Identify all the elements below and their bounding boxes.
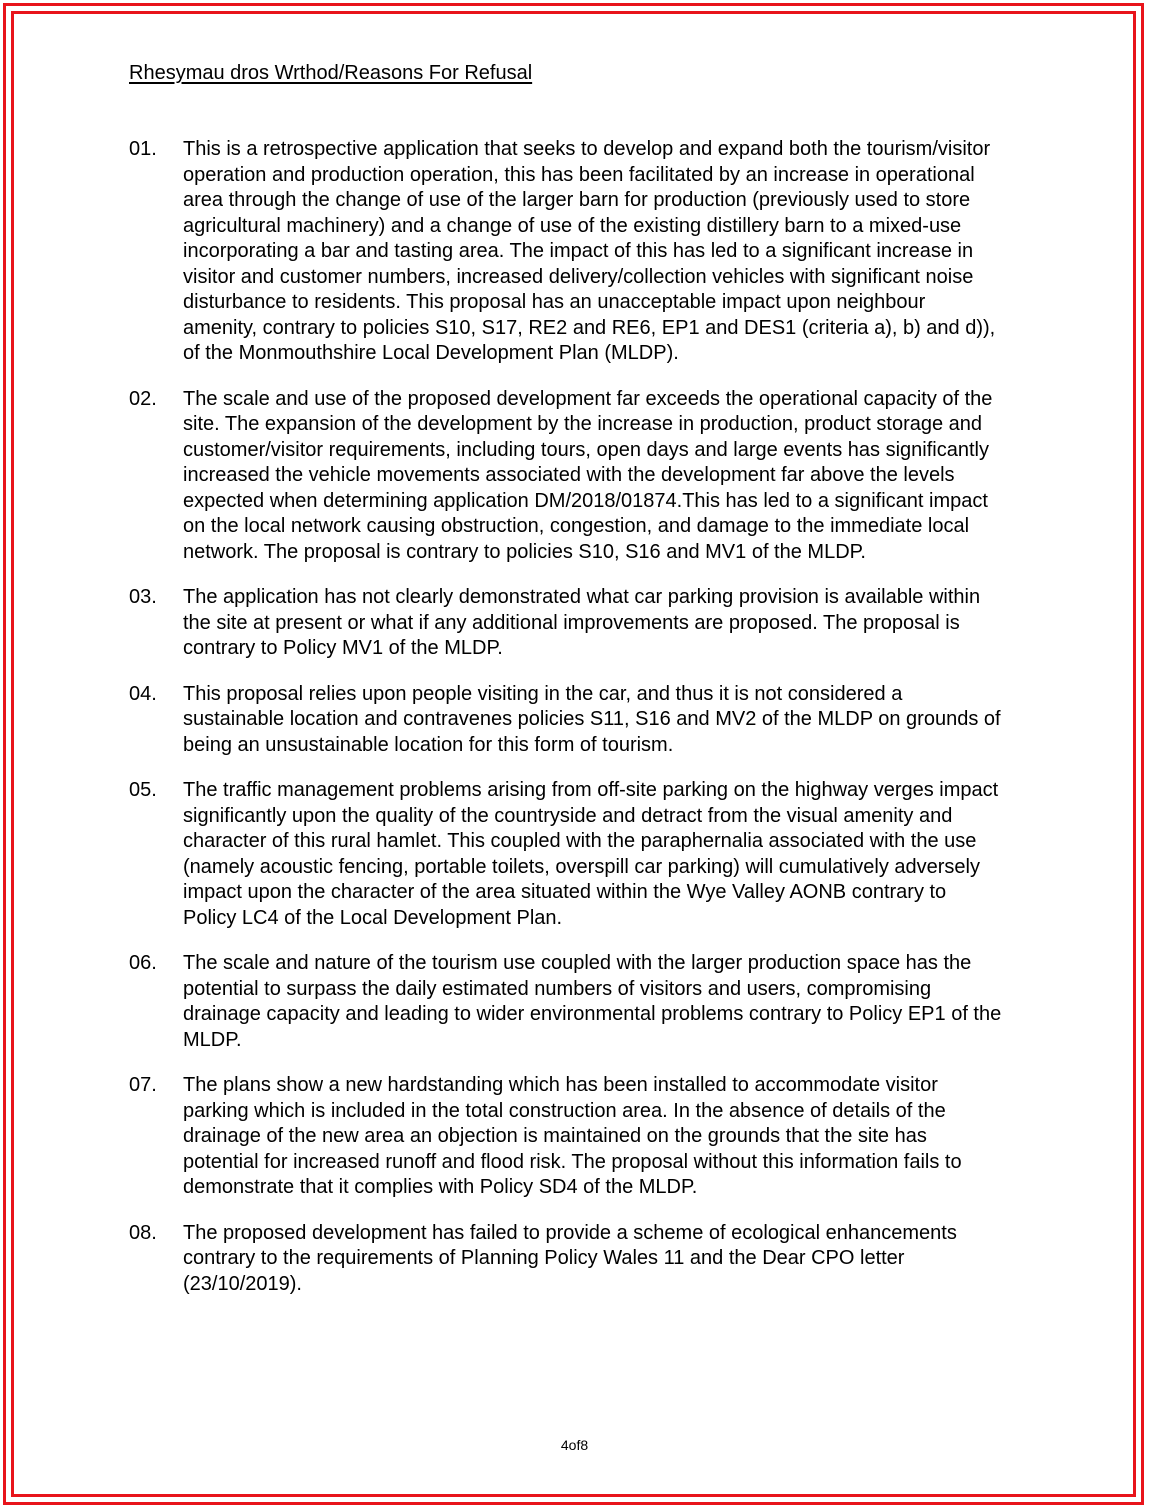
page-heading: Rhesymau dros Wrthod/Reasons For Refusal [129, 62, 533, 84]
reason-text: This is a retrospective application that seeks to develop and expand both the tourism/visitor operation and production operation, this has been facilitated by an increase in operational area through the change of use of the larger barn for production (previously used to store agricultural machinery) and a change of use of the existing distillery barn to a mixed-use incorporating a bar and tasting area. The impact of this has led to a significant increase in visitor and customer numbers, increased delivery/collection vehicles with significant noise disturbance to residents. This proposal has an unacceptable impact upon neighbour amenity, contrary to policies S10, S17, RE2 and RE6, EP1 and DES1 (criteria a), b) and d)), of the Monmouthshire Local Development Plan (MLDP). [183, 138, 996, 364]
reason-item [0, 1221, 1149, 1298]
reason-number: 05. [129, 779, 157, 801]
reason-text: The traffic management problems arising from off-site parking on the highway verges impact significantly upon the quality of the countryside and detract from the visual amenity and character of this rural hamlet. This coupled with the paraphernalia associated with the use (namely acoustic fencing, portable toilets, overspill car parking) will cumulatively adversely impact upon the character of the area situated within the Wye Valley AONB contrary to Policy LC4 of the Local Development Plan. [183, 779, 999, 929]
reason-item [0, 682, 1149, 759]
reason-text: The plans show a new hardstanding which has been installed to accommodate visitor parking which is included in the total construction area. In the absence of details of the drainage of the new area an objection is maintained on the grounds that the site has potential for increased runoff and flood risk. The proposal without this information fails to demonstrate that it complies with Policy SD4 of the MLDP. [183, 1074, 962, 1198]
reason-number: 07. [129, 1074, 157, 1096]
reason-item [0, 951, 1149, 1053]
reason-item [0, 137, 1149, 367]
reason-item [0, 387, 1149, 566]
reason-text: This proposal relies upon people visiting in the car, and thus it is not considered a sustainable location and contravenes policies S11, S16 and MV2 of the MLDP on grounds of being an unsustainable location for this form of tourism. [183, 682, 1001, 756]
reason-number: 06. [129, 952, 157, 974]
reason-number: 02. [129, 387, 157, 410]
reason-text: The proposed development has failed to provide a scheme of ecological enhancements contrary to the requirements of Planning Policy Wales 11 and the Dear CPO letter (23/10/2019). [183, 1221, 957, 1295]
reason-number: 01. [129, 138, 157, 160]
reason-number: 03. [129, 586, 157, 608]
reason-text: The scale and nature of the tourism use coupled with the larger production space has the potential to surpass the daily estimated numbers of visitors and users, compromising drainage capacity and leading to wider environmental problems contrary to Policy EP1 of the MLDP. [183, 952, 1002, 1051]
reason-number: 04. [129, 682, 157, 705]
reason-item [0, 1073, 1149, 1201]
reason-number: 08. [129, 1221, 157, 1244]
page-number: 4of8 [560, 1437, 589, 1453]
reason-item [0, 778, 1149, 931]
reason-text: The application has not clearly demonstrated what car parking provision is available within the site at present or what if any additional improvements are proposed. The proposal is contrary to Policy MV1 of the MLDP. [183, 586, 981, 659]
reasons-list [0, 137, 1149, 1317]
reason-text: The scale and use of the proposed development far exceeds the operational capacity of the site. The expansion of the development by the increase in production, product storage and customer/visitor requirements, including tours, open days and large events has significantly increased the vehicle movements associated with the development far above the levels expected when determining application DM/2018/01874.This has led to a significant impact on the local network causing obstruction, congestion, and damage to the immediate local network. The proposal is contrary to policies S10, S16 and MV1 of the MLDP. [183, 387, 993, 563]
reason-item [0, 585, 1149, 662]
